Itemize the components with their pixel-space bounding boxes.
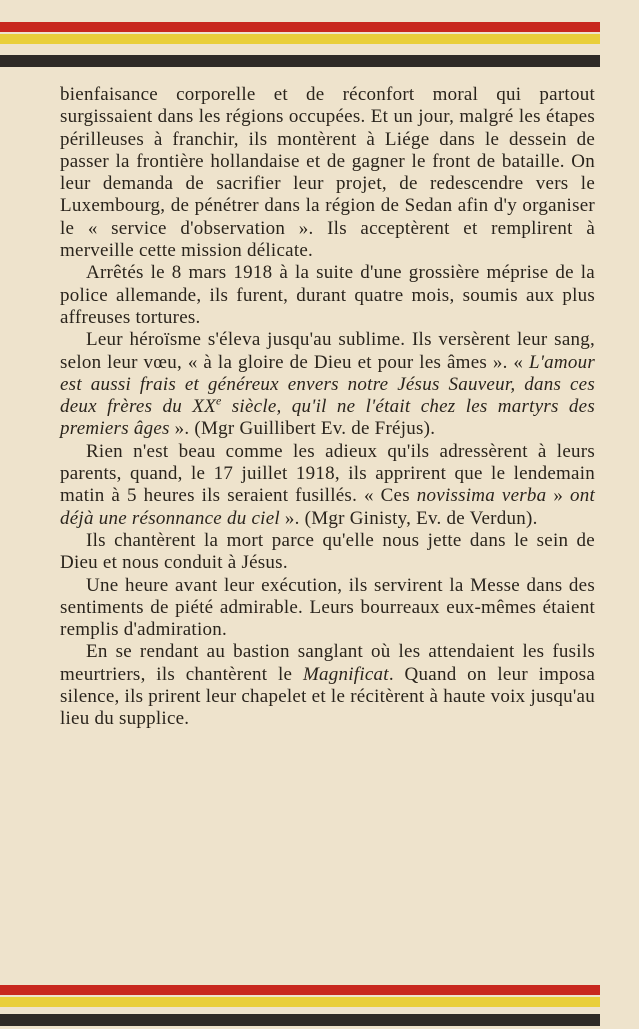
text-segment: novissima verba [416,485,547,507]
text-segment: L'amour est aussi frais et généreux envers notre Jésus Sauveur, dans ces deux frères du XX [60,351,595,418]
text-segment: ». (Mgr Ginisty, Ev. de Verdun). [279,507,538,529]
text-segment: Une heure avant leur exécution, ils servirent la Messe dans des sentiments de piété admirable. Leurs bourreaux eux-mêmes étaient remplis d'admiration. [60,574,595,641]
flag-band-yellow-bottom [0,997,600,1007]
text-segment: bienfaisance corporelle et de réconfort moral qui partout surgissaient dans les régions occupées. Et un jour, malgré les étapes périlleuses à franchir, ils montèrent à Liége dans le dessein de passer la frontière hollandaise et de gagner le front de bataille. On leur demanda de sacrifier leur projet, de redescendre vers le Luxembourg, de pénétrer dans la région de Sedan afin d'y organiser le « service d'observation ». Ils acceptèrent et remplirent à merveille cette mission délicate. [60,84,595,262]
text-segment: e [215,393,222,408]
flag-band-black-top [0,55,600,67]
text-segment: Ils chantèrent la mort parce qu'elle nous jette dans le sein de Dieu et nous conduit à Jésus. [60,529,595,574]
text-segment: Magnificat [302,663,389,685]
flag-band-black-bottom [0,1014,600,1026]
text-segment: Rien n'est beau comme les adieux qu'ils adressèrent à leurs parents, quand, le 17 juillet 1918, ils apprirent que le lendemain matin à 5 heures ils seraient fusillés. « Ces [60,440,595,507]
text-segment: Leur héroïsme s'éleva jusqu'au sublime. Ils versèrent leur sang, selon leur vœu, « à la gloire de Dieu et pour les âmes ». « [60,329,595,373]
paragraph [60,84,595,262]
flag-band-red-top [0,22,600,32]
flag-band-red-bottom [0,985,600,995]
text-segment: siècle, qu'il ne l'était chez les martyrs des premiers âges [60,396,595,440]
paragraph [60,329,595,440]
flag-band-yellow-top [0,34,600,44]
paragraph [60,262,595,329]
text-segment: Arrêtés le 8 mars 1918 à la suite d'une grossière méprise de la police allemande, ils furent, durant quatre mois, soumis aux plus affreuses tortures. [60,262,595,328]
text-segment: . Quand on leur imposa silence, ils prirent leur chapelet et le récitèrent à haute voix jusqu'au lieu du supplice. [60,663,596,730]
text-segment: ». (Mgr Guillibert Ev. de Fréjus). [169,418,436,440]
text-segment: ont déjà une résonnance du ciel [60,485,595,529]
body-text [60,84,595,731]
paragraph [60,641,595,730]
paragraph [60,575,595,642]
text-segment: En se rendant au bastion sanglant où les attendaient les fusils meurtriers, ils chantèrent le [60,641,595,685]
text-segment: » [546,485,570,507]
paragraph [60,441,595,530]
paragraph [60,530,595,575]
